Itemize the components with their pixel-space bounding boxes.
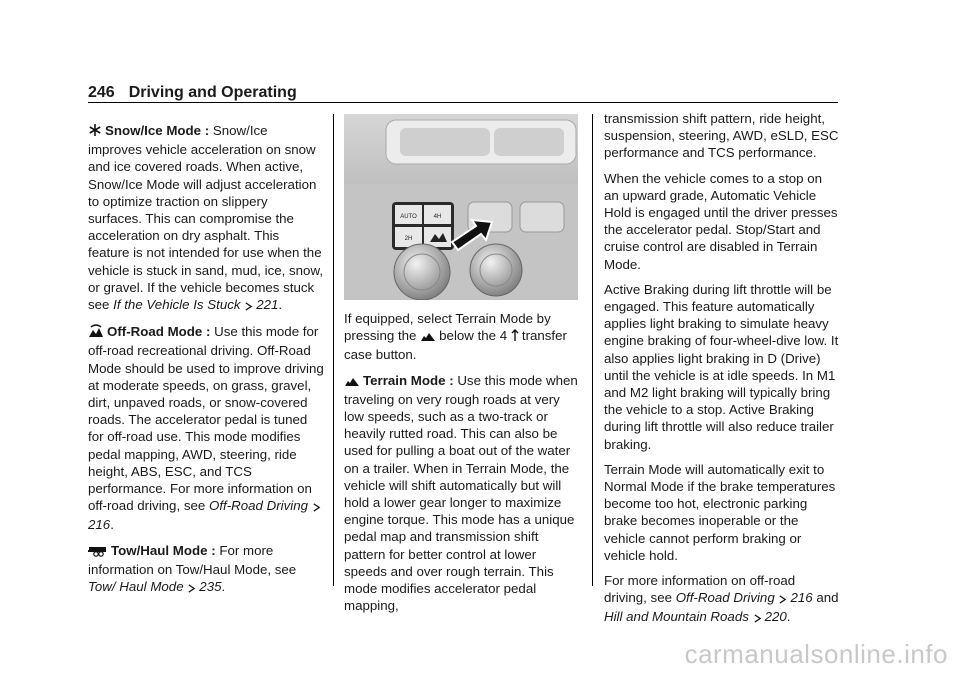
- exit-terrain-paragraph: Terrain Mode will automatically exit to Normal Mode if the brake temperatures become too hot, electronic parking brake becomes inoperable or the vehicle cannot perform braking or vehicle hold.: [604, 461, 836, 563]
- page-ref-icon: [187, 580, 196, 597]
- vehicle-hold-paragraph: When the vehicle comes to a stop on an upward grade, Automatic Vehicle Hold is engaged until the driver presses the accelerator pedal. Stop/Start and cruise control are disabled in Terrain Mode.: [604, 170, 838, 272]
- header-rule: [88, 102, 838, 103]
- select-mid: below the 4: [439, 328, 508, 344]
- up-arrow-icon: [511, 329, 519, 346]
- snow-ice-label: Snow/Ice Mode :: [105, 123, 210, 138]
- tow-icon: [88, 544, 108, 561]
- auto-button-label: AUTO: [400, 214, 417, 220]
- off-road-link[interactable]: Off-Road Driving: [208, 498, 309, 514]
- off-road-text: Use this mode for off-road recreational driving. Off-Road Mode should be used to improve driving at moderate speeds, on grass, gravel, dirt, unpaved roads, or snow-covered roads. The accelerator pedal is tuned for off-road use. This mode modifies pedal mapping, AWD, steering, ride height, ABS, ESC, and TCS performance. For more information on off-road driving, see: [88, 324, 324, 514]
- terrain-text: Use this mode when traveling on very rough roads at very low speeds, such as a two-track or heavily rutted road. This can also be used for pulling a boat out of the water on a trailer. When in Terrain Mode, the vehicle will shift automatically but will hold a lower gear longer to maximize engine torque. This mode has a unique pedal map and transmission shift pattern for better control at lower speeds and over rough terrain. This mode modifies accelerator pedal mapping,: [344, 372, 578, 614]
- select-text: If equipped, select Terrain Mode by pressing the: [344, 311, 551, 344]
- 4h-button-label: 4H: [433, 214, 442, 220]
- terrain-continued-paragraph: transmission shift pattern, ride height, suspension, steering, AWD, eSLD, ESC performance and TCS performance.: [604, 111, 839, 161]
- column-divider: [333, 114, 334, 586]
- off-road-end: .: [110, 517, 114, 533]
- and-text: and: [816, 590, 839, 606]
- off-road-paragraph: [88, 323, 324, 533]
- terrain-icon: [420, 329, 436, 346]
- hill-mountain-page[interactable]: 220: [764, 609, 787, 625]
- page-ref-icon: [753, 610, 762, 627]
- stuck-link[interactable]: If the Vehicle Is Stuck: [113, 297, 241, 313]
- select-paragraph: [344, 310, 578, 364]
- page-ref-icon: [312, 499, 321, 516]
- active-braking-paragraph: Active Braking during lift throttle will be engaged. This feature automatically applies light braking to simulate heavy engine braking of four-wheel-dive low. It also applies light braking in D (Drive) until the vehicle is at idle speeds. In M1 and M2 light braking will typically bring the vehicle to a stop. Active Braking during lift throttle will also reduce trailer braking.: [604, 281, 839, 452]
- page-header: [88, 84, 297, 102]
- terrain-paragraph: [344, 372, 578, 615]
- tow-haul-page[interactable]: 235: [199, 579, 222, 595]
- tow-haul-link[interactable]: Tow/ Haul Mode: [88, 579, 184, 595]
- drive-mode-figure: [344, 114, 578, 300]
- tow-haul-label: Tow/Haul Mode :: [111, 542, 216, 558]
- stuck-end: .: [278, 297, 283, 313]
- 2h-button-label: 2H: [404, 236, 413, 242]
- more-info-paragraph: [604, 572, 840, 628]
- off-road-page[interactable]: 216: [88, 517, 111, 533]
- tow-haul-paragraph: [88, 542, 324, 598]
- watermark: carmanualsonline.info: [684, 639, 948, 669]
- snow-ice-text: Snow/Ice improves vehicle acceleration on snow and ice covered roads. When active, Snow/Ice Mode will adjust acceleration to optimize traction on slippery surfaces. This can compromise the acceleration on dry asphalt. This feature is not intended for use when the vehicle is stuck in sand, mud, ice, snow, or gravel.: [88, 123, 324, 295]
- snowflake-icon: [88, 123, 102, 141]
- column-left: [88, 122, 324, 605]
- off-road-icon: [88, 324, 104, 342]
- terrain-icon: [344, 374, 360, 391]
- terrain-label: Terrain Mode :: [363, 372, 454, 388]
- off-road-driving-page[interactable]: 216: [790, 590, 813, 606]
- page-ref-icon: [778, 591, 787, 608]
- page-ref-icon: [244, 298, 253, 315]
- off-road-label: Off-Road Mode :: [107, 324, 211, 340]
- tow-haul-text: For more information on Tow/Haul Mode, see: [88, 542, 297, 577]
- column-right: [604, 110, 840, 636]
- stuck-page[interactable]: 221: [256, 297, 279, 313]
- tow-haul-end: .: [221, 579, 226, 595]
- section-title: Driving and Operating: [128, 84, 297, 101]
- hill-mountain-link[interactable]: Hill and Mountain Roads: [604, 609, 749, 625]
- snow-ice-paragraph: [88, 122, 324, 315]
- page-number: 246: [88, 84, 115, 101]
- column-middle: [344, 310, 578, 622]
- more-info-end: .: [786, 609, 791, 625]
- more-info-text: For more information on off-road driving, see: [604, 573, 796, 606]
- column-divider: [592, 114, 593, 586]
- select-post: transfer case button.: [344, 328, 567, 363]
- stuck-text: If the vehicle becomes stuck see: [88, 279, 315, 313]
- off-road-driving-link[interactable]: Off-Road Driving: [675, 590, 775, 606]
